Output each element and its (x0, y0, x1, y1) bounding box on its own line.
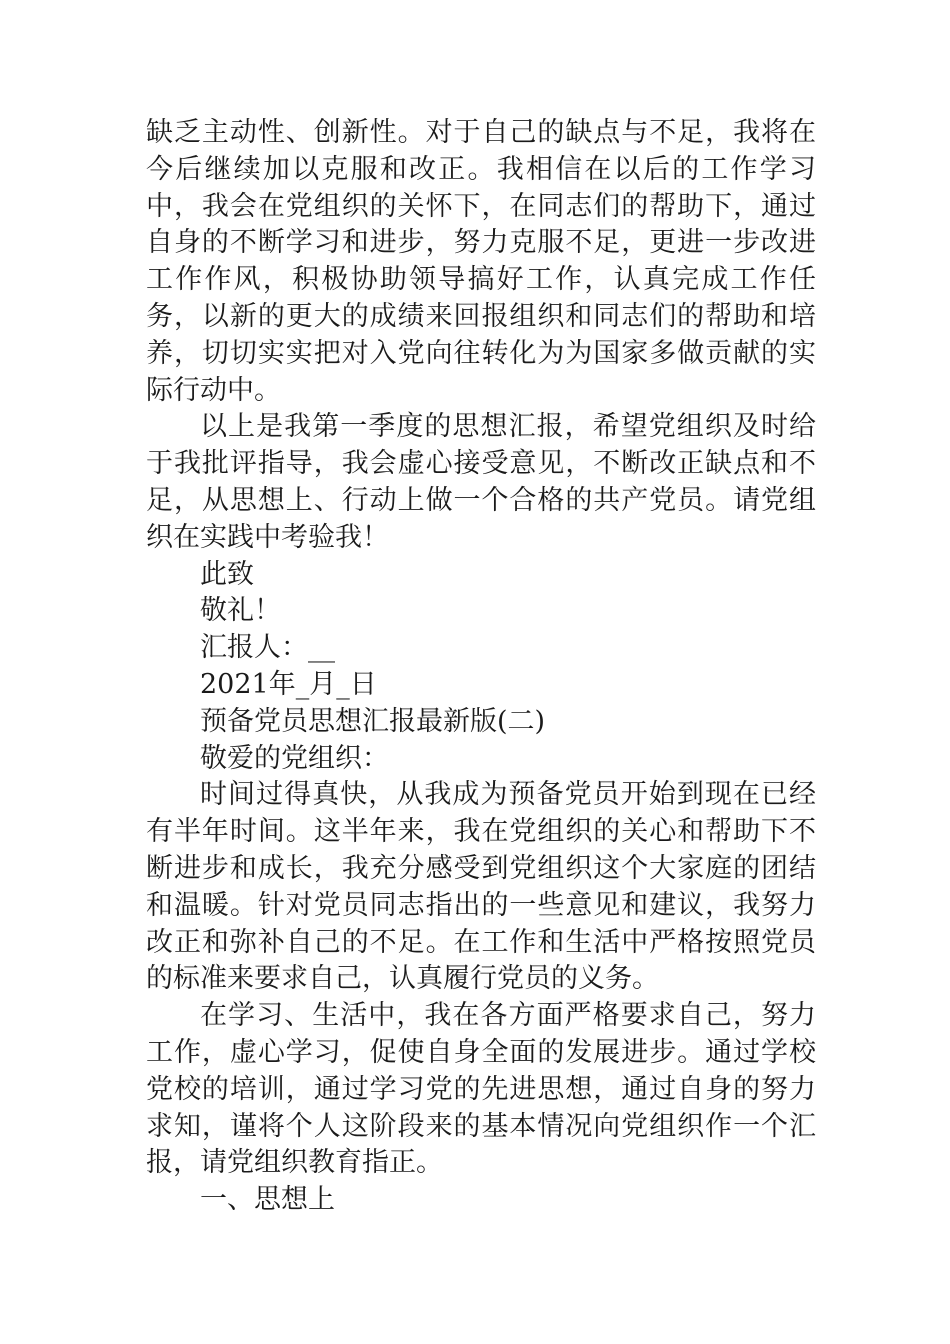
subheading-thought: 一、思想上 (200, 1184, 335, 1216)
reporter-line: 汇报人：__ (200, 632, 335, 664)
closing-salutation: 此致 (200, 558, 254, 590)
paragraph-continuation: 缺乏主动性、创新性。对于自己的缺点与不足，我将在今后继续加以克服和改正。我相信在以后的工作学习中，我会在党组织的关怀下，在同志们的帮助下，通过自身的不断学习和进步，努力克服不足，更进一步改进工作作风，积极协助领导搞好工作，认真完成工作任务，以新的更大的成绩来回报组织和同志们的帮助和培养，切切实实把对入党向往转化为为国家多做贡献的实际行动中。 (146, 117, 816, 406)
greeting: 敬爱的党组织： (200, 742, 389, 774)
date-line: 2021年_月_日 (200, 668, 377, 700)
closing-regards: 敬礼！ (200, 595, 281, 627)
paragraph-summary: 以上是我第一季度的思想汇报，希望党组织及时给于我批评指导，我会虚心接受意见，不断改正缺点和不足，从思想上、行动上做一个合格的共产党员。请党组织在实践中考验我！ (146, 411, 816, 553)
paragraph-study: 在学习、生活中，我在各方面严格要求自己，努力工作，虚心学习，促使自身全面的发展进步。通过学校党校的培训，通过学习党的先进思想，通过自身的努力求知，谨将个人这阶段来的基本情况向党组织作一个汇报，请党组织教育指正。 (146, 1000, 816, 1179)
section-title: 预备党员思想汇报最新版(二) (200, 705, 546, 737)
paragraph-intro: 时间过得真快，从我成为预备党员开始到现在已经有半年时间。这半年来，我在党组织的关心和帮助下不断进步和成长，我充分感受到党组织这个大家庭的团结和温暖。针对党员同志指出的一些意见和建议，我努力改正和弥补自己的不足。在工作和生活中严格按照党员的标准来要求自己，认真履行党员的义务。 (146, 779, 816, 995)
document-body (146, 115, 816, 1219)
